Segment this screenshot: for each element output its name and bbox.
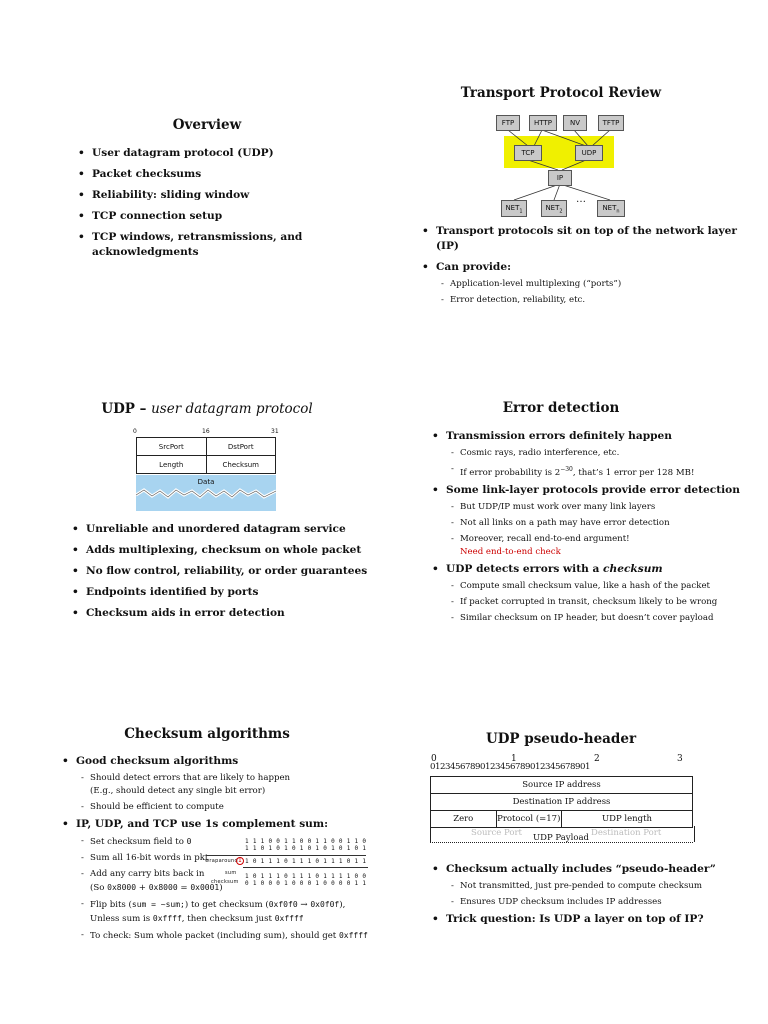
list-item: • Endpoints identified by ports [72, 585, 372, 600]
transport-bullets [422, 224, 752, 310]
list-item: • Some link-layer protocols provide error detection - But UDP/IP must work over many link layers - Not all links on a path may have error detection - Moreover, recall end-to-end argument! Need end-to-end check [432, 483, 762, 559]
list-item: • Reliability: sliding window [78, 188, 308, 203]
list-item: - Add any carry bits back in (So 0x8000 + 0x8000 = 0x0001) [76, 868, 372, 895]
list-item: • Checksum actually includes “pseudo-header” - Not transmitted, just pre-pended to compute checksum - Ensures UDP checksum includes IP addresses [432, 862, 762, 909]
list-item: - Moreover, recall end-to-end argument! Need end-to-end check [446, 533, 762, 559]
carry-bit: 1 [236, 857, 244, 865]
source-ip-field: Source IP address [431, 777, 693, 794]
list-item: - Should detect errors that are likely to happen (E.g., should detect any single bit error) [76, 772, 372, 798]
pseudo-header-bullets [432, 862, 762, 927]
http-box: HTTP [529, 115, 557, 131]
transport-review-title: Transport Protocol Review [460, 85, 662, 101]
udp-length-field: UDP length [562, 811, 693, 828]
list-item: - But UDP/IP must work over many link layers [446, 501, 762, 514]
udp-box: UDP [575, 145, 603, 161]
checksum-title: Checksum algorithms [124, 726, 290, 742]
sum-line-2 [243, 867, 368, 868]
list-item: • UDP detects errors with a checksum - Compute small checksum value, like a hash of the packet - If packet corrupted in transit, checksum likely to be wrong - Similar checksum on IP header, but doesn’t cover payload [432, 562, 762, 625]
list-item: • Can provide: - Application-level multiplexing (“ports”) - Error detection, reliability, etc. [422, 260, 752, 307]
list-item: - To check: Sum whole packet (including sum), should get 0xffff [76, 929, 372, 943]
ruler-top-1: 1 [511, 754, 517, 764]
list-item: - Sum all 16-bit words in pkt [76, 852, 372, 865]
sum-row: 1 0 1 1 1 0 1 1 1 0 1 1 1 1 0 0 [245, 873, 367, 880]
udp-header-table [136, 437, 276, 474]
list-item: • Transport protocols sit on top of the network layer (IP) [422, 224, 752, 254]
list-item: • Adds multiplexing, checksum on whole packet [72, 543, 372, 558]
ruler-31: 31 [271, 428, 279, 435]
list-item: • TCP connection setup [78, 209, 308, 224]
list-item: - Error detection, reliability, etc. [436, 294, 752, 307]
list-item: • No flow control, reliability, or order guarantees [72, 564, 372, 579]
length-field: Length [137, 456, 207, 474]
checksum-row: 0 1 0 0 0 1 0 0 0 1 0 0 0 0 1 1 [245, 880, 367, 887]
list-item: - If error probability is $2^{-30}$, that’s 1 error per 128 MB! [446, 463, 762, 480]
ruler-0: 0 [133, 428, 137, 435]
error-detection-title: Error detection [502, 400, 620, 416]
list-item: • Packet checksums [78, 167, 308, 182]
zero-field: Zero [431, 811, 497, 828]
netn-box: $NET_n$ [597, 200, 625, 217]
list-item: - Not transmitted, just pre-pended to compute checksum [446, 880, 762, 893]
udp-header-row [430, 826, 695, 842]
ruler-top-2: 2 [594, 754, 600, 764]
list-item: - Flip bits (sum = ~sum;) to get checksum (0xf0f0 → 0x0f0f), Unless sum is 0xffff, then checksum just 0xffff [76, 898, 372, 926]
list-item: - Similar checksum on IP header, but doesn’t cover payload [446, 612, 762, 625]
tftp-box: TFTP [598, 115, 624, 131]
intermediate-row: 1 0 1 1 1 0 1 1 1 0 1 1 1 0 1 1 [245, 858, 367, 865]
dstport-field: DstPort [206, 438, 276, 456]
source-port-ghost: Source Port [471, 828, 522, 838]
ip-box: IP [548, 170, 572, 186]
data-tear-line [136, 486, 276, 502]
udp-bullets [72, 522, 372, 621]
list-item: - If packet corrupted in transit, checksum likely to be wrong [446, 596, 762, 609]
list-item: • IP, UDP, and TCP use 1s complement sum: - Set checksum field to 0 - Sum all 16-bit words in pkt - Add any carry bits back in (So 0x8000 + 0x8000 = 0x0001) - Flip bits (sum = ~sum;) to get checksum (0xf0f0 → 0x0f0f), Unless sum is 0xffff, then checksum just 0xffff - To check: Sum whole packet (including sum), should get 0xffff [62, 817, 372, 943]
srcport-field: SrcPort [137, 438, 207, 456]
list-item: • Good checksum algorithms - Should detect errors that are likely to happen (E.g., should detect any single bit error) - Should be efficient to compute [62, 754, 372, 814]
sum-label: sum [225, 870, 237, 876]
ruler-16: 16 [202, 428, 210, 435]
list-item: - Set checksum field to 0 [76, 835, 372, 849]
error-bullets [432, 429, 762, 628]
pseudo-header-title: UDP pseudo-header [485, 731, 637, 747]
ftp-box: FTP [496, 115, 520, 131]
list-item: - Ensures UDP checksum includes IP addresses [446, 896, 762, 909]
sum-line [206, 855, 366, 856]
list-item: - Should be efficient to compute [76, 801, 372, 814]
checksum-field: Checksum [206, 456, 276, 474]
data-field: Data [136, 475, 276, 511]
list-item: - Compute small checksum value, like a hash of the packet [446, 580, 762, 593]
bit-ruler: 0 1 2 3 4 5 6 7 8 9 0 1 2 3 4 5 6 7 8 9 0 1 2 3 4 5 6 7 8 9 0 1 [430, 762, 589, 772]
net2-box: $NET_2$ [541, 200, 567, 217]
list-item: - Application-level multiplexing (“ports”) [436, 278, 752, 291]
list-item: • Trick question: Is UDP a layer on top of IP? [432, 912, 762, 927]
addend-row-1: 1 1 1 0 0 1 1 0 0 1 1 0 0 1 1 0 [245, 838, 367, 845]
nv-box: NV [563, 115, 587, 131]
list-item: • TCP windows, retransmissions, and acknowledgments [78, 230, 308, 260]
list-item: • Unreliable and unordered datagram service [72, 522, 372, 537]
overview-bullets [78, 146, 308, 260]
list-item: - Cosmic rays, radio interference, etc. [446, 447, 762, 460]
destination-port-ghost: Destination Port [591, 828, 662, 838]
ruler-top-0: 0 [431, 754, 437, 764]
tcp-box: TCP [514, 145, 542, 161]
ellipsis: … [576, 194, 586, 205]
checksum-label: checksum [211, 879, 239, 885]
wraparound-label: wraparound [205, 858, 238, 864]
payload-dotted-edge [430, 842, 693, 843]
udp-payload-label: UDP Payload [533, 833, 589, 843]
addend-row-2: 1 1 0 1 0 1 0 1 0 1 0 1 0 1 0 1 [245, 845, 367, 852]
list-item: • Checksum aids in error detection [72, 606, 372, 621]
list-item: • Transmission errors definitely happen - Cosmic rays, radio interference, etc. - If error probability is $2^{-30}$, that’s 1 error per 128 MB! [432, 429, 762, 480]
list-item: • User datagram protocol (UDP) [78, 146, 308, 161]
overview-title: Overview [172, 117, 242, 133]
net1-box: $NET_1$ [501, 200, 527, 217]
ruler-top-3: 3 [677, 754, 683, 764]
udp-title: UDP – user datagram protocol [101, 401, 313, 417]
list-item: - Not all links on a path may have error detection [446, 517, 762, 530]
destination-ip-field: Destination IP address [431, 794, 693, 811]
pseudo-header-table [430, 776, 693, 828]
red-note: Need end-to-end check [460, 546, 561, 557]
protocol-field: Protocol (=17) [496, 811, 562, 828]
